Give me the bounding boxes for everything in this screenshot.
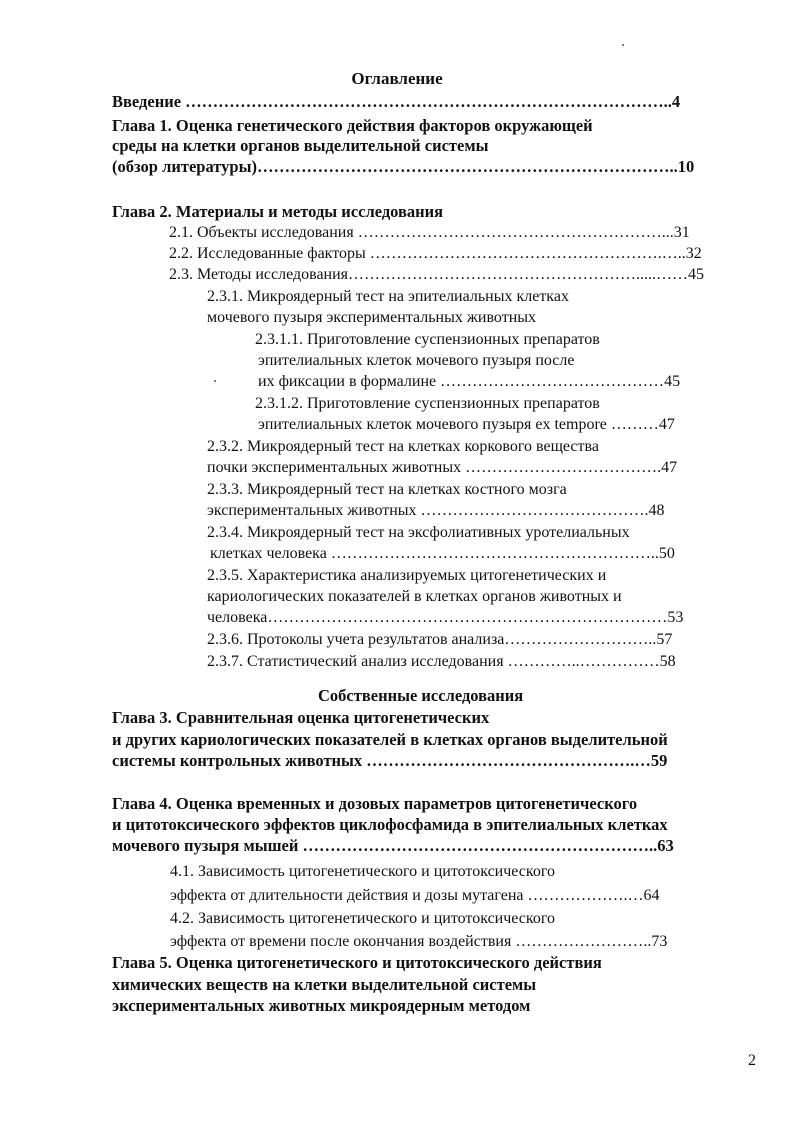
toc-subsection-2-3-1-1-cont: эпителиальных клеток мочевого пузыря после — [258, 352, 575, 369]
toc-subsection-2-3-7: 2.3.7. Статистический анализ исследования …………..……………58 — [207, 653, 676, 670]
scan-speck — [214, 380, 216, 382]
toc-section-4-2: 4.2. Зависимость цитогенетического и цитотоксического — [170, 910, 556, 927]
toc-title: Оглавление — [351, 69, 443, 88]
toc-section-4-1: 4.1. Зависимость цитогенетического и цитотоксического — [170, 863, 556, 880]
toc-chapter-4-cont: мочевого пузыря мышей ………………………………………………………..63 — [112, 836, 674, 855]
toc-entry-intro: Введение ……………………………………………………………………………..4 — [112, 92, 681, 111]
toc-chapter-3-cont: и других кариологических показателей в клетках органов выделительной — [112, 730, 668, 749]
toc-chapter-5-cont: химических веществ на клетки выделительной системы — [112, 975, 537, 994]
toc-section-4-1-cont: эффекта от длительности действия и дозы мутагена ……………….…64 — [170, 887, 660, 904]
toc-chapter-5: Глава 5. Оценка цитогенетического и цитотоксического действия — [112, 953, 602, 972]
toc-subsection-2-3-1-1-cont: их фиксации в формалине ……………………………………45 — [258, 373, 681, 390]
toc-section-2-3: 2.3. Методы исследования……………………………………………….....……45 — [169, 266, 705, 283]
toc-subsection-2-3-1-cont: мочевого пузыря экспериментальных животных — [207, 309, 536, 326]
toc-subsection-2-3-1-2-cont: эпителиальных клеток мочевого пузыря ex tempore ………47 — [258, 416, 675, 433]
toc-chapter-3-cont: системы контрольных животных ………………………………………….…59 — [112, 751, 668, 770]
toc-section-4-2-cont: эффекта от времени после окончания воздействия ……………………..73 — [170, 933, 668, 950]
toc-subsection-2-3-3-cont: экспериментальных животных …………………………………….48 — [207, 502, 665, 519]
toc-subsection-2-3-5-cont: кариологических показателей в клетках органов животных и — [207, 588, 622, 605]
toc-chapter-1-cont: среды на клетки органов выделительной системы — [112, 136, 489, 155]
page-number: 2 — [748, 1052, 756, 1069]
toc-part-heading: Собственные исследования — [318, 686, 524, 705]
toc-section-2-2: 2.2. Исследованные факторы ……………………………………………….…..32 — [169, 245, 702, 262]
toc-subsection-2-3-1: 2.3.1. Микроядерный тест на эпителиальных клетках — [207, 288, 569, 305]
toc-subsection-2-3-1-2: 2.3.1.2. Приготовление суспензионных препаратов — [255, 395, 600, 412]
toc-subsection-2-3-1-1: 2.3.1.1. Приготовление суспензионных препаратов — [255, 331, 600, 348]
toc-subsection-2-3-5: 2.3.5. Характеристика анализируемых цитогенетических и — [207, 567, 607, 584]
toc-chapter-5-cont: экспериментальных животных микроядерным методом — [112, 996, 531, 1015]
toc-chapter-1-cont: (обзор литературы)…………………………………………………………………..10 — [112, 157, 695, 176]
toc-subsection-2-3-2-cont: почки экспериментальных животных ……………………………….47 — [207, 459, 678, 476]
toc-chapter-2: Глава 2. Материалы и методы исследования — [112, 202, 444, 221]
toc-subsection-2-3-4: 2.3.4. Микроядерный тест на эксфолиативных уротелиальных — [207, 524, 630, 541]
toc-subsection-2-3-5-cont: человека…………………………………………………………………53 — [207, 609, 684, 626]
toc-section-2-1: 2.1. Объекты исследования …………………………………………………...31 — [169, 224, 690, 241]
toc-subsection-2-3-6: 2.3.6. Протоколы учета результатов анализа………………………..57 — [207, 631, 673, 648]
scan-speck — [622, 44, 624, 46]
toc-subsection-2-3-3: 2.3.3. Микроядерный тест на клетках костного мозга — [207, 481, 567, 498]
toc-subsection-2-3-2: 2.3.2. Микроядерный тест на клетках коркового вещества — [207, 438, 599, 455]
toc-chapter-4-cont: и цитотоксического эффектов циклофосфамида в эпителиальных клетках — [112, 815, 668, 834]
toc-chapter-1: Глава 1. Оценка генетического действия факторов окружающей — [112, 116, 593, 135]
toc-chapter-4: Глава 4. Оценка временных и дозовых параметров цитогенетического — [112, 794, 638, 813]
toc-chapter-3: Глава 3. Сравнительная оценка цитогенетических — [112, 708, 490, 727]
toc-subsection-2-3-4-cont: клетках человека ……………………………………………………..50 — [210, 545, 675, 562]
